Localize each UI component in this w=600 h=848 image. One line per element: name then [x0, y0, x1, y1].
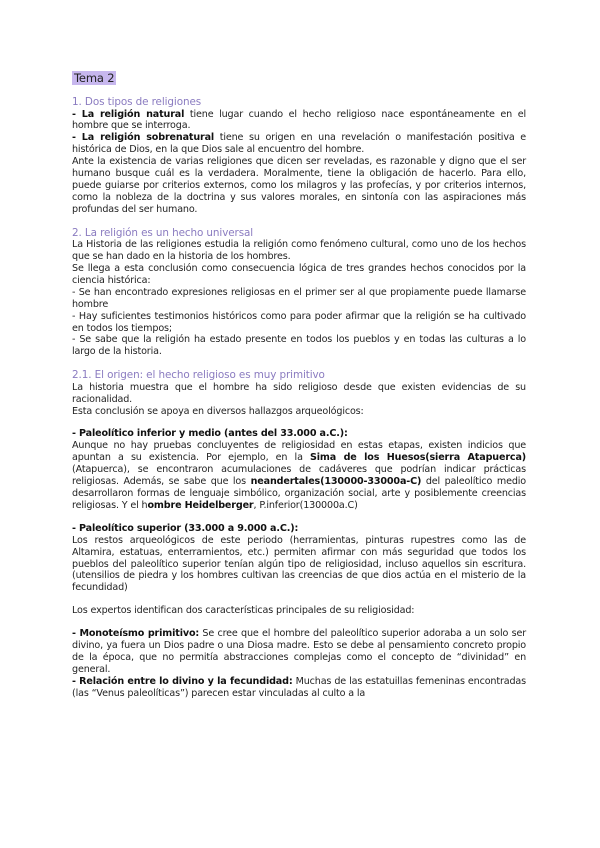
bold-term: - La religión sobrenatural [72, 132, 215, 144]
bold-term: neandertales(130000-33000a-C) [250, 476, 422, 488]
bold-term: ombre Heidelberger [147, 499, 254, 511]
paragraph-text: tiene su origen en una revelación o manifestación positiva e histórica de Dios, en la que Dios sale al encuentro del hombre. [72, 132, 527, 156]
paragraph-monotheism [72, 628, 526, 676]
subheading-paleolithic-lower [72, 428, 526, 440]
paragraph-text: Muchas de las estatuillas femeninas encontradas (las “Venus paleolíticas”) parecen estar vinculadas al culto a la [72, 675, 526, 699]
section-heading-2: 2. La religión es un hecho universal [72, 226, 254, 239]
paragraph-findings: Esta conclusión se apoya en diversos hallazgos arqueológicos: [72, 405, 364, 417]
paragraph-criteria: Ante la existencia de varias religiones que dicen ser reveladas, es razonable y digno que el ser humano busque cuál es la verdadera. Moralmente, tiene la obligación de hacerlo. Para ello, puede guiarse por criterios externos, como los milagros y las profecías, y por criterios internos, como la nobleza de la doctrina y sus valores morales, en sintonía con las aspiraciones más profundas del ser humano. [72, 156, 526, 215]
bold-term: - Monoteísmo primitivo: [72, 628, 200, 640]
section-heading-2-1: 2.1. El origen: el hecho religioso es muy primitivo [72, 369, 325, 382]
paragraph-text: Aunque no hay pruebas concluyentes de religiosidad en estas etapas, existen indicios que apuntan a su existencia. Por ejemplo, en la [72, 440, 526, 464]
bold-term: - Relación entre lo divino y la fecundidad: [72, 675, 293, 687]
list-item: - Hay suficientes testimonios históricos como para poder afirmar que la religión se ha cultivado en todos los tiempos; [72, 310, 526, 334]
paragraph-paleolithic-upper: Los restos arqueológicos de este periodo (herramientas, pinturas rupestres como las de Altamira, estatuas, enterramientos, etc.) permiten afirmar con más seguridad que todos los pueblos del paleolítico superior tenían algún tipo de religiosidad, incluso aquellos sin escritura. (utensilios de piedra y los hombres cultivan las creencias de que dios actúa en el misterio de la fecundidad) [72, 534, 526, 594]
paragraph-experts: Los expertos identifican dos características principales de su religiosidad: [72, 605, 415, 617]
bold-term: - Paleolítico inferior y medio (antes del 33.000 a.C.): [72, 428, 348, 440]
title-block [72, 71, 526, 96]
section-heading-1: 1. Dos tipos de religiones [72, 96, 202, 108]
list-item: - Se han encontrado expresiones religiosas en el primer ser al que propiamente puede llamarse hombre [72, 286, 526, 310]
bold-term: - La religión natural [72, 108, 185, 120]
paragraph-supernatural-religion [72, 132, 526, 156]
paragraph-history: La Historia de las religiones estudia la religión como fenómeno cultural, como uno de los hechos que se han dado en la historia de los hombres. [72, 239, 526, 263]
bold-term: - Paleolítico superior (33.000 a 9.000 a.C.): [72, 522, 299, 534]
paragraph-text: , P.inferior(130000a.C) [253, 499, 358, 511]
document-body [72, 71, 526, 700]
document-title: Tema 2 [74, 71, 115, 85]
list-item: - Se sabe que la religión ha estado presente en todos los pueblos y en todas las culturas a lo largo de la historia. [72, 334, 526, 358]
bold-term: Sima de los Huesos(sierra Atapuerca) [310, 452, 526, 464]
paragraph-text: Se cree que el hombre del paleolítico superior adoraba a un solo ser divino, ya fuera un Dios padre o una Diosa madre. Esto se debe al pensamiento concreto propio de la época, que no permitía abstracciones complejas como el concepto de “divinidad” en general. [72, 628, 527, 675]
paragraph-fecundity [72, 676, 526, 700]
paragraph-origin: La historia muestra que el hombre ha sido religioso desde que existen evidencias de su racionalidad. [72, 381, 526, 405]
paragraph-text: del paleolítico medio desarrollaron formas de lenguaje simbólico, organización social, arte y posiblemente creencias religiosas. Y el h [72, 476, 526, 511]
paragraph-text: (Atapuerca), se encontraron acumulaciones de cadáveres que podrían indicar prácticas religiosas. Además, se sabe que los [72, 464, 526, 488]
subheading-paleolithic-upper [72, 523, 526, 535]
paragraph-natural-religion [72, 109, 526, 133]
paragraph-paleolithic-lower [72, 440, 526, 511]
paragraph-text: tiene lugar cuando el hecho religioso nace espontáneamente en el hombre que se interroga. [72, 108, 526, 132]
paragraph-conclusion: Se llega a esta conclusión como consecuencia lógica de tres grandes hechos conocidos por la ciencia histórica: [72, 262, 526, 286]
